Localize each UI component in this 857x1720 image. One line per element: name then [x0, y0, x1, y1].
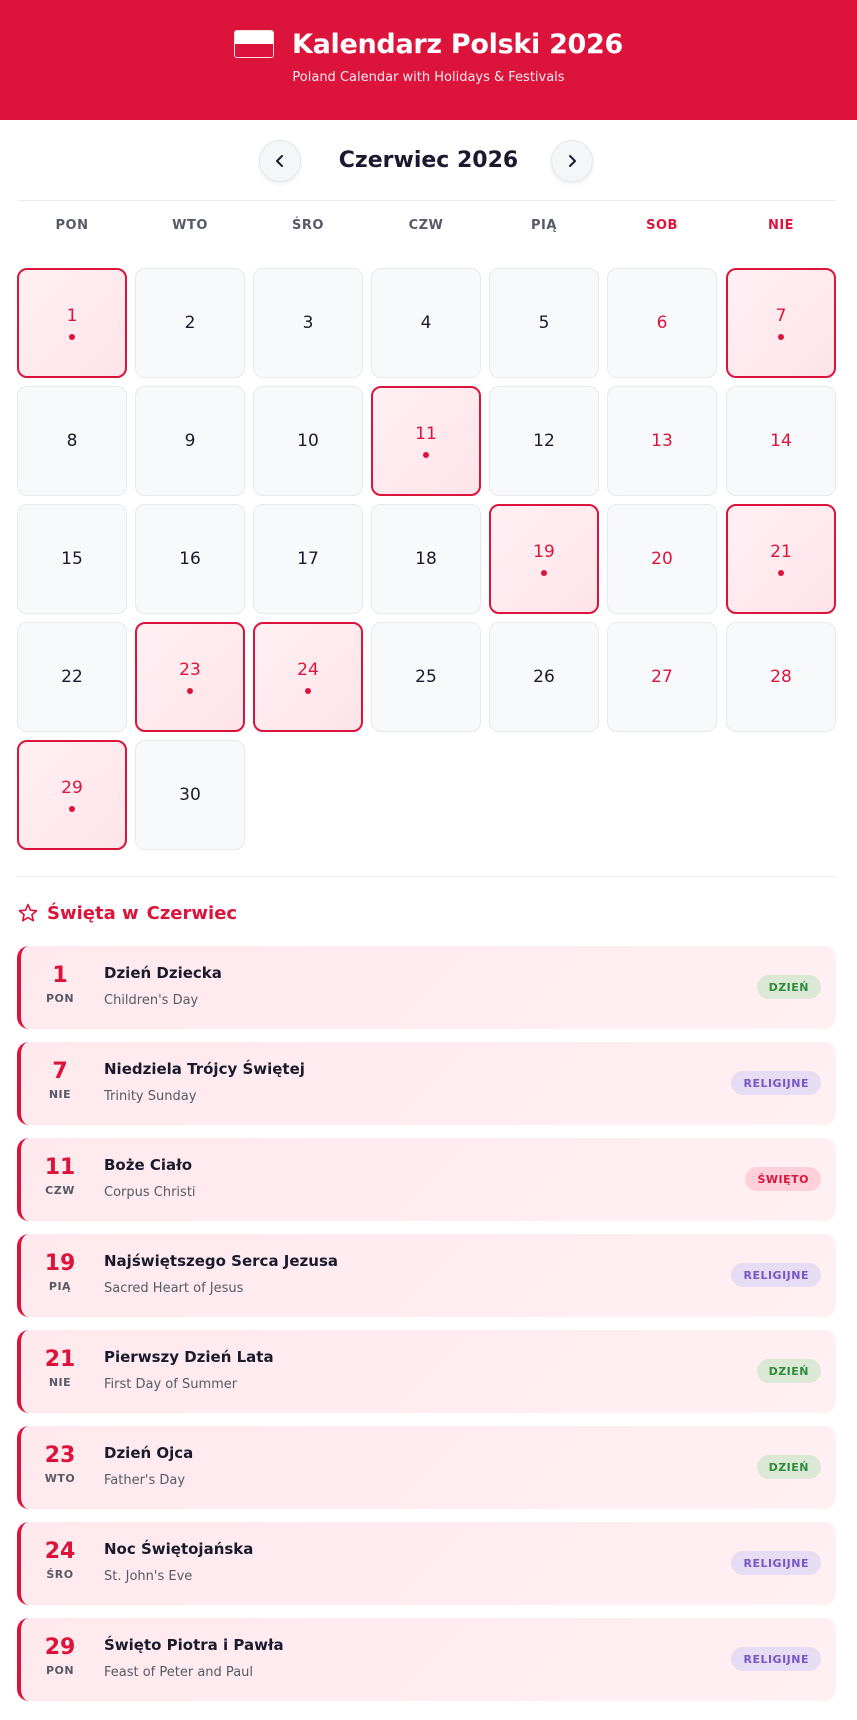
- calendar-day[interactable]: [489, 386, 599, 496]
- holiday-type-badge: ŚWIĘTO: [745, 1167, 821, 1191]
- holiday-weekday: NIE: [48, 1376, 72, 1389]
- weekday-header: WTO: [172, 218, 208, 233]
- holiday-dot-icon: [778, 334, 784, 340]
- day-number: 4: [420, 313, 432, 333]
- holiday-type-badge: RELIGIJNE: [731, 1647, 821, 1671]
- day-number: 19: [533, 542, 555, 562]
- holiday-english-name: Father's Day: [104, 1473, 186, 1488]
- calendar-day[interactable]: [726, 386, 836, 496]
- holiday-day-number: 19: [44, 1251, 76, 1276]
- holiday-name: Najświętszego Serca Jezusa: [104, 1252, 339, 1270]
- holiday-name: Boże Ciało: [104, 1156, 193, 1174]
- day-number: 11: [415, 424, 437, 444]
- calendar-day-holiday[interactable]: [489, 504, 599, 614]
- holiday-date: [25, 1348, 95, 1389]
- holiday-english-name: First Day of Summer: [104, 1377, 238, 1392]
- calendar-day[interactable]: [489, 622, 599, 732]
- calendar-day[interactable]: [371, 504, 481, 614]
- month-navigation: [0, 120, 857, 200]
- day-number: 2: [184, 313, 196, 333]
- holiday-dot-icon: [69, 806, 75, 812]
- holiday-type-badge: DZIEŃ: [757, 1455, 821, 1479]
- holiday-type-badge: DZIEŃ: [757, 1359, 821, 1383]
- holiday-english-name: St. John's Eve: [104, 1569, 193, 1584]
- holiday-weekday: PON: [45, 1664, 75, 1677]
- calendar-day[interactable]: [607, 504, 717, 614]
- day-number: 8: [66, 431, 78, 451]
- holiday-english-name: Corpus Christi: [104, 1185, 196, 1200]
- day-number: 7: [775, 306, 787, 326]
- calendar-grid: [17, 268, 836, 850]
- day-number: 17: [297, 549, 319, 569]
- holiday-english-name: Trinity Sunday: [104, 1089, 197, 1104]
- holiday-name: Noc Świętojańska: [104, 1540, 254, 1558]
- day-number: 18: [415, 549, 437, 569]
- holiday-day-number: 1: [52, 963, 68, 988]
- holiday-name: Święto Piotra i Pawła: [104, 1636, 284, 1654]
- holiday-date: [25, 1252, 95, 1293]
- divider: [17, 200, 836, 201]
- calendar-day[interactable]: [371, 622, 481, 732]
- holiday-weekday: PON: [45, 992, 75, 1005]
- calendar-day[interactable]: [371, 268, 481, 378]
- calendar-day-holiday[interactable]: [371, 386, 481, 496]
- weekday-header: PIĄ: [531, 218, 557, 233]
- holiday-date: [25, 1060, 95, 1101]
- holiday-day-number: 24: [44, 1539, 76, 1564]
- day-number: 16: [179, 549, 201, 569]
- calendar-day[interactable]: [135, 268, 245, 378]
- weekday-header: ŚRO: [292, 218, 324, 233]
- day-number: 20: [651, 549, 673, 569]
- day-number: 30: [179, 785, 201, 805]
- day-number: 25: [415, 667, 437, 687]
- calendar-day[interactable]: [607, 268, 717, 378]
- calendar-day-holiday[interactable]: [726, 268, 836, 378]
- day-number: 23: [179, 660, 201, 680]
- day-number: 5: [538, 313, 550, 333]
- holidays-section-title: [17, 900, 237, 926]
- weekday-header: SOB: [646, 218, 678, 233]
- holiday-dot-icon: [69, 334, 75, 340]
- calendar-day-holiday[interactable]: [17, 268, 127, 378]
- calendar-day[interactable]: [135, 504, 245, 614]
- calendar-day[interactable]: [607, 386, 717, 496]
- calendar-day[interactable]: [135, 740, 245, 850]
- calendar-day-holiday[interactable]: [17, 740, 127, 850]
- holiday-card[interactable]: [17, 946, 836, 1029]
- day-number: 6: [656, 313, 668, 333]
- holiday-name: Niedziela Trójcy Świętej: [104, 1060, 305, 1078]
- holiday-card[interactable]: [17, 1042, 836, 1125]
- holiday-day-number: 21: [44, 1347, 76, 1372]
- holiday-card[interactable]: [17, 1330, 836, 1413]
- holiday-date: [25, 1156, 95, 1197]
- current-month-title: Czerwiec 2026: [338, 148, 519, 173]
- chevron-right-icon: [565, 154, 579, 168]
- day-number: 3: [302, 313, 314, 333]
- header-title-row: [0, 26, 857, 62]
- holiday-name: Pierwszy Dzień Lata: [104, 1348, 274, 1366]
- holiday-day-number: 23: [44, 1443, 76, 1468]
- holiday-dot-icon: [187, 688, 193, 694]
- calendar-day-holiday[interactable]: [135, 622, 245, 732]
- calendar-day[interactable]: [135, 386, 245, 496]
- holiday-dot-icon: [541, 570, 547, 576]
- holidays-title-label: Święta w: [47, 902, 139, 924]
- holiday-day-number: 29: [44, 1635, 76, 1660]
- holiday-card[interactable]: [17, 1426, 836, 1509]
- calendar-day[interactable]: [253, 504, 363, 614]
- star-outline-icon: [17, 902, 39, 924]
- calendar-day[interactable]: [17, 504, 127, 614]
- holiday-date: [25, 964, 95, 1005]
- poland-flag-icon: [234, 30, 274, 58]
- holiday-name: Dzień Ojca: [104, 1444, 194, 1462]
- calendar-day[interactable]: [253, 386, 363, 496]
- day-number: 14: [770, 431, 792, 451]
- holiday-type-badge: RELIGIJNE: [731, 1071, 821, 1095]
- holiday-date: [25, 1444, 95, 1485]
- next-month-button[interactable]: [551, 140, 593, 182]
- calendar-day[interactable]: [489, 268, 599, 378]
- header: [0, 0, 857, 120]
- day-number: 9: [184, 431, 196, 451]
- day-number: 12: [533, 431, 555, 451]
- holiday-weekday: WTO: [44, 1472, 76, 1485]
- holiday-day-number: 7: [52, 1059, 68, 1084]
- day-number: 24: [297, 660, 319, 680]
- holiday-type-badge: RELIGIJNE: [731, 1263, 821, 1287]
- day-number: 26: [533, 667, 555, 687]
- calendar-day[interactable]: [17, 386, 127, 496]
- page-subtitle: Poland Calendar with Holidays & Festivals: [292, 70, 565, 85]
- holiday-type-badge: DZIEŃ: [757, 975, 821, 999]
- calendar-day-holiday[interactable]: [726, 504, 836, 614]
- day-number: 15: [61, 549, 83, 569]
- calendar-day[interactable]: [17, 622, 127, 732]
- weekday-header-row: [17, 218, 836, 244]
- weekday-header: CZW: [408, 218, 444, 233]
- divider: [17, 876, 836, 877]
- weekday-header: PON: [55, 218, 89, 233]
- day-number: 10: [297, 431, 319, 451]
- day-number: 27: [651, 667, 673, 687]
- calendar-day-holiday[interactable]: [253, 622, 363, 732]
- day-number: 21: [770, 542, 792, 562]
- day-number: 28: [770, 667, 792, 687]
- day-number: 1: [66, 306, 78, 326]
- calendar-day[interactable]: [253, 268, 363, 378]
- holiday-name: Dzień Dziecka: [104, 964, 222, 982]
- holiday-date: [25, 1540, 95, 1581]
- weekday-header: NIE: [767, 218, 795, 233]
- holiday-dot-icon: [778, 570, 784, 576]
- holiday-card[interactable]: [17, 1138, 836, 1221]
- holiday-date: [25, 1636, 95, 1677]
- holiday-english-name: Feast of Peter and Paul: [104, 1665, 254, 1680]
- holiday-card[interactable]: [17, 1234, 836, 1317]
- holiday-day-number: 11: [44, 1155, 76, 1180]
- day-number: 29: [61, 778, 83, 798]
- holiday-weekday: CZW: [45, 1184, 75, 1197]
- day-number: 13: [651, 431, 673, 451]
- holiday-english-name: Sacred Heart of Jesus: [104, 1281, 244, 1296]
- holiday-weekday: ŚRO: [46, 1568, 74, 1581]
- holiday-card[interactable]: [17, 1618, 836, 1701]
- holiday-weekday: PIĄ: [48, 1280, 72, 1293]
- page-title: Kalendarz Polski 2026: [291, 28, 624, 60]
- calendar-day[interactable]: [726, 622, 836, 732]
- holiday-weekday: NIE: [48, 1088, 72, 1101]
- holiday-english-name: Children's Day: [104, 993, 199, 1008]
- holiday-card[interactable]: [17, 1522, 836, 1605]
- day-number: 22: [61, 667, 83, 687]
- holiday-dot-icon: [423, 452, 429, 458]
- holiday-type-badge: RELIGIJNE: [731, 1551, 821, 1575]
- calendar-day[interactable]: [607, 622, 717, 732]
- holiday-dot-icon: [305, 688, 311, 694]
- holidays-title-month: Czerwiec: [146, 902, 238, 924]
